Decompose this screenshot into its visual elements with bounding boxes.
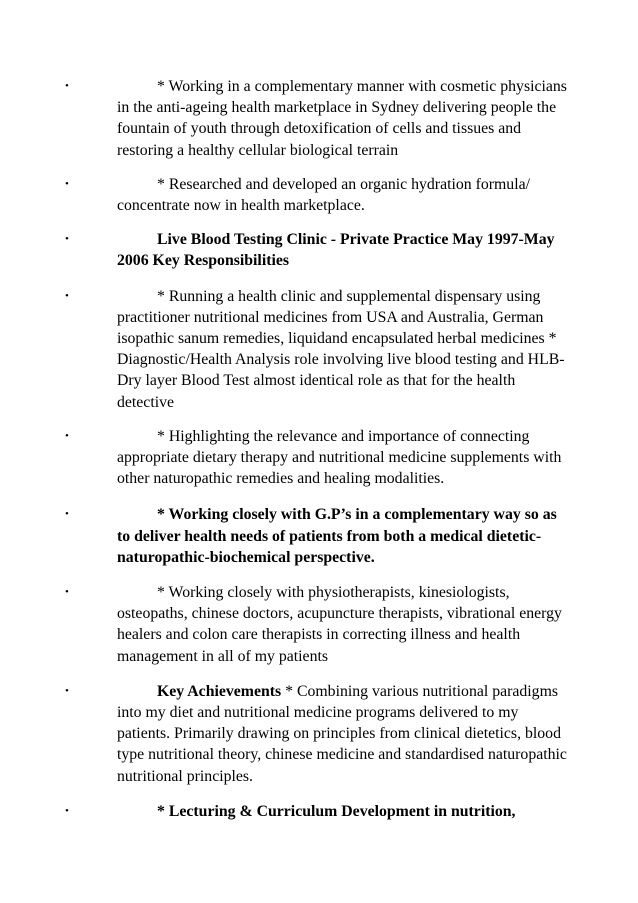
section-heading: Live Blood Testing Clinic - Private Practice May 1997-May 2006 Key Responsibilities [117,231,555,270]
item-text: * Researched and developed an organic hydration formula/ concentrate now in health marketplace. [117,175,530,215]
list-item [65,174,569,216]
bullet-icon: • [65,684,69,697]
list-item [65,801,569,822]
list-item [65,681,569,787]
list-item [65,582,569,667]
item-text: * Running a health clinic and supplemental dispensary using practitioner nutritional medicines from USA and Australia, German isopathic sanum remedies, liquidand encapsulated herbal medicines * Diagnostic/Health Analysis role involving live blood testing and HLB-Dry layer Blood Test almost identical role as that for the health detective [117,287,565,411]
list-item [65,286,569,413]
list-item [65,426,569,490]
item-bold-text: * Lecturing & Curriculum Development in nutrition, [157,802,516,820]
list-item [65,76,569,161]
bullet-icon: • [65,586,69,599]
list-item [65,229,569,271]
bullet-icon: • [65,289,69,302]
bullet-icon: • [65,177,69,190]
bullet-icon: • [65,80,69,92]
bullet-icon: • [65,508,69,521]
item-text: * Highlighting the relevance and importance of connecting appropriate dietary therapy and nutritional medicine supplements with other naturopathic remedies and healing modalities. [117,427,562,488]
bullet-icon: • [65,804,69,817]
item-bold-text: * Working closely with G.P’s in a complementary way so as to deliver health needs of patients from both a medical dietetic-naturopathic-biochemical perspective. [117,506,557,566]
bullet-list [0,76,638,822]
bullet-icon: • [65,429,69,442]
item-text: * Combining various nutritional paradigms into my diet and nutritional medicine programs delivered to my patients. Primarily drawing on principles from clinical dietetics, blood type nutritional theory, chinese medicine and standardised naturopathic nutritional principles. [117,682,567,785]
item-text: * Working closely with physiotherapists, kinesiologists, osteopaths, chinese doctors, acupuncture therapists, vibrational energy healers and colon care therapists in correcting illness and health management in all of my patients [117,584,562,665]
list-item [65,504,569,568]
key-achievements-label: Key Achievements [157,682,282,700]
bullet-icon: • [65,233,69,246]
item-text: * Working in a complementary manner with cosmetic physicians in the anti-ageing health marketplace in Sydney delivering people the fountain of youth through detoxification of cells and tissues and restoring a healthy cellular biological terrain [117,78,567,159]
